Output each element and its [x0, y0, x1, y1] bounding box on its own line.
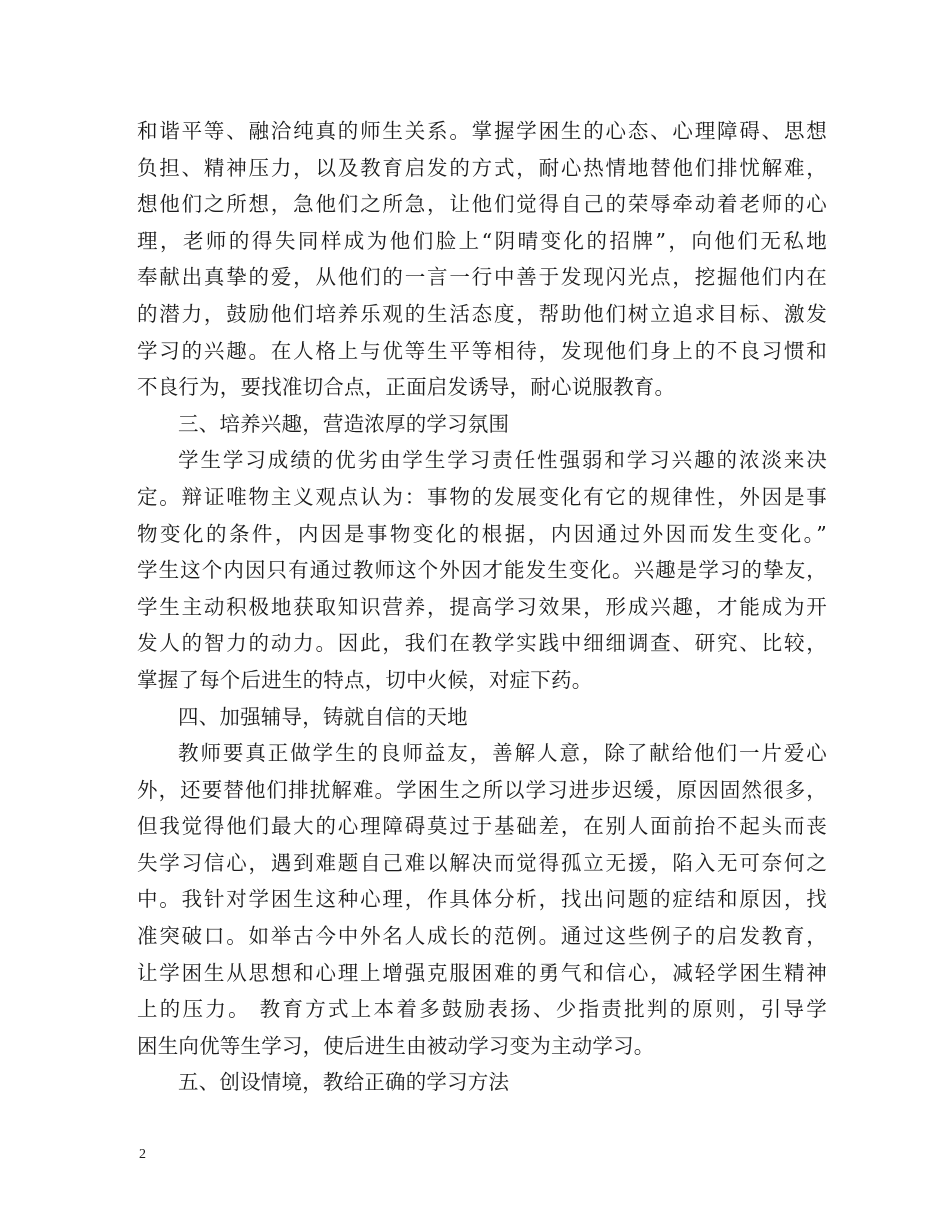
paragraph-line: 想他们之所想，急他们之所急，让他们觉得自己的荣辱牵动着老师的心: [137, 192, 827, 217]
section-heading: 五、创设情境，教给正确的学习方法: [178, 1070, 510, 1095]
paragraph-line: 失学习信心，遇到难题自己难以解决而觉得孤立无援，陷入无可奈何之: [137, 850, 827, 875]
section-heading: 三、培养兴趣，营造浓厚的学习氛围: [178, 411, 510, 436]
paragraph-line: 中。我针对学困生这种心理，作具体分析，找出问题的症结和原因，找: [137, 887, 827, 912]
paragraph-line: 学生这个内因只有通过教师这个外因才能发生变化。兴趣是学习的挚友，: [137, 558, 827, 583]
paragraph-line: 发人的智力的动力。因此，我们在教学实践中细细调查、研究、比较，: [137, 631, 827, 656]
paragraph-line: 外，还要替他们排扰解难。学困生之所以学习进步迟缓，原因固然很多，: [137, 777, 827, 802]
paragraph-line: 但我觉得他们最大的心理障碍莫过于基础差，在别人面前抬不起头而丧: [137, 814, 827, 839]
section-heading: 四、加强辅导，铸就自信的天地: [178, 704, 468, 729]
paragraph-line: 奉献出真挚的爱，从他们的一言一行中善于发现闪光点，挖掘他们内在: [137, 265, 827, 290]
page-number: 2: [139, 1147, 146, 1162]
paragraph-line: 准突破口。如举古今中外名人成长的范例。通过这些例子的启发教育，: [137, 924, 827, 949]
paragraph-line: 困生向优等生学习，使后进生由被动学习变为主动学习。: [137, 1033, 655, 1058]
paragraph-line: 学生主动积极地获取知识营养，提高学习效果，形成兴趣，才能成为开: [137, 594, 827, 619]
paragraph-line: 和谐平等、融洽纯真的师生关系。掌握学困生的心态、心理障碍、思想: [137, 119, 827, 143]
paragraph-line: 上的压力。 教育方式上本着多鼓励表扬、少指责批判的原则，引导学: [137, 997, 827, 1022]
paragraph-line: 负担、精神压力，以及教育启发的方式，耐心热情地替他们排忧解难，: [137, 155, 827, 180]
paragraph-line: 学生学习成绩的优劣由学生学习责任性强弱和学习兴趣的浓淡来决: [178, 448, 827, 473]
paragraph-line: 物变化的条件，内因是事物变化的根据，内因通过外因而发生变化。”: [137, 521, 827, 546]
paragraph-line: 教师要真正做学生的良师益友，善解人意，除了献给他们一片爱心: [178, 741, 827, 766]
body-text: [137, 113, 827, 1101]
paragraph-line: 定。辩证唯物主义观点认为：事物的发展变化有它的规律性，外因是事: [137, 484, 827, 509]
paragraph-line: 学习的兴趣。在人格上与优等生平等相待，发现他们身上的不良习惯和: [137, 338, 827, 363]
paragraph-line: 让学困生从思想和心理上增强克服困难的勇气和信心，减轻学困生精神: [137, 960, 827, 985]
paragraph-line: 的潜力，鼓励他们培养乐观的生活态度，帮助他们树立追求目标、激发: [137, 301, 827, 326]
paragraph-line: 理，老师的得失同样成为他们脸上“阴晴变化的招牌”，向他们无私地: [137, 228, 827, 253]
paragraph-line: 不良行为，要找准切合点，正面启发诱导，耐心说服教育。: [137, 375, 676, 400]
paragraph-line: 掌握了每个后进生的特点，切中火候，对症下药。: [137, 667, 593, 692]
